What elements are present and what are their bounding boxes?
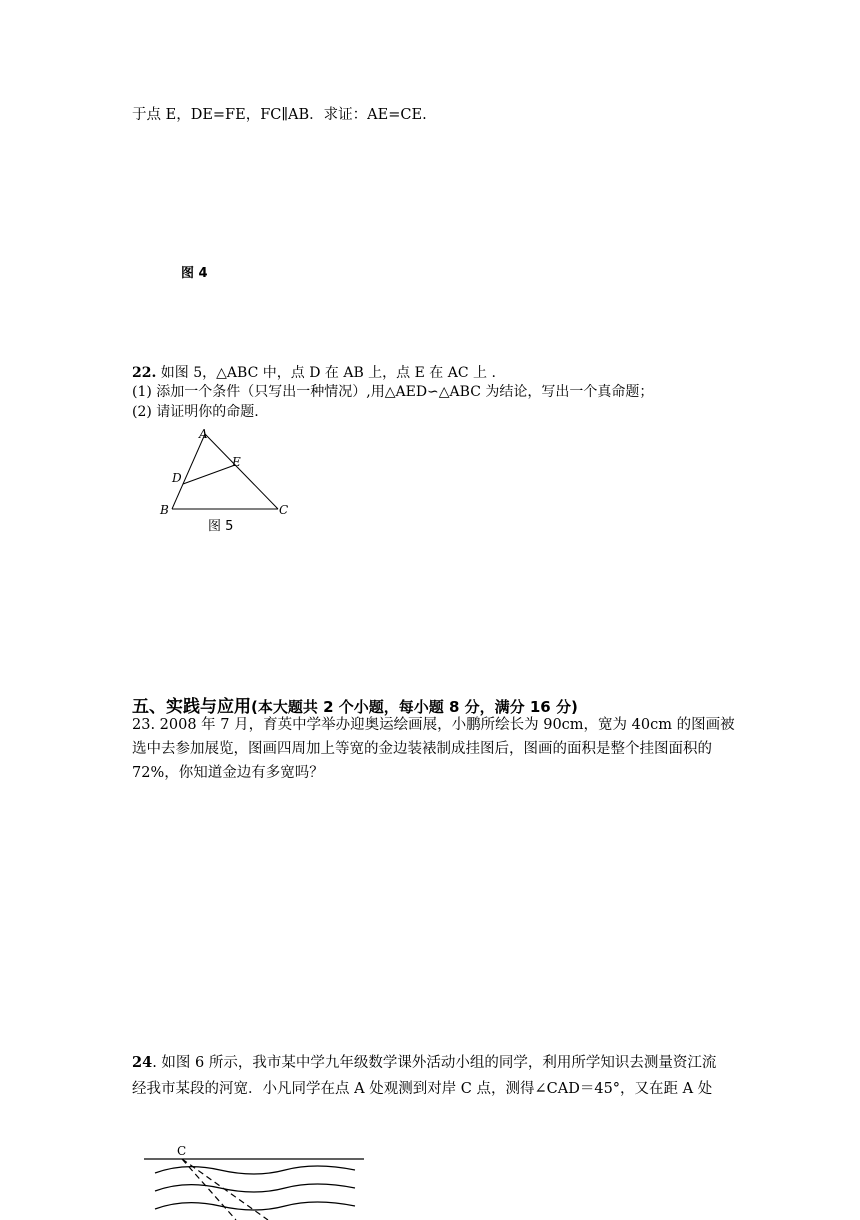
q24-number: 24 [132,1054,153,1071]
sight-line-1 [182,1159,268,1220]
section-5-heading [132,692,578,717]
q21-tail-text: 于点 E，DE=FE，FC∥AB．求证：AE=CE. [132,107,427,123]
q22-part1: (1) 添加一个条件（只写出一种情况）,用△AED∽△ABC 为结论，写出一个真命题； [132,384,654,400]
q24-line-1-text: . 如图 6 所示，我市某中学九年级数学课外活动小组的同学，利用所学知识去测量资江流 [152,1055,717,1071]
section-5-title: 五、实践与应用 [132,697,251,717]
figure-6-point-c-label: C [177,1144,187,1158]
figure-5-triangle [158,424,298,519]
wave-line-3 [155,1202,355,1210]
q24-line-1 [132,1054,716,1072]
point-b-label: B [160,503,169,517]
wave-line-2 [155,1184,355,1192]
q22-part2: (2) 请证明你的命题. [132,404,259,420]
section-5-note: (本大题共 2 个小题，每小题 8 分，满分 16 分) [251,698,578,716]
figure-4-label: 图 4 [181,266,208,281]
q22-number: 22. [132,365,157,381]
q24-line-2: 经我市某段的河宽．小凡同学在点 A 处观测到对岸 C 点，测得∠CAD＝45°，又在距 A 处 [132,1081,713,1097]
point-d-label: D [172,471,182,485]
point-e-label: E [232,455,241,469]
segment-de [183,465,235,484]
q23-line-3: 72%，你知道金边有多宽吗？ [132,765,324,781]
q22-stem-text: 如图 5，△ABC 中，点 D 在 AB 上，点 E 在 AC 上 . [156,365,496,381]
figure-6-river [140,1140,380,1220]
q23-line-1: 23. 2008 年 7 月，育英中学举办迎奥运绘画展，小鹏所绘长为 90cm，宽为 40cm 的图画被 [132,717,735,733]
wave-line-1 [155,1166,355,1174]
q23-line-2: 选中去参加展览，图画四周加上等宽的金边装裱制成挂图后，图画的面积是整个挂图面积的 [132,741,712,757]
point-a-label: A [199,427,208,441]
figure-5-label: 图 5 [208,519,234,534]
q22-stem [132,365,496,381]
point-c-label: C [279,503,289,517]
